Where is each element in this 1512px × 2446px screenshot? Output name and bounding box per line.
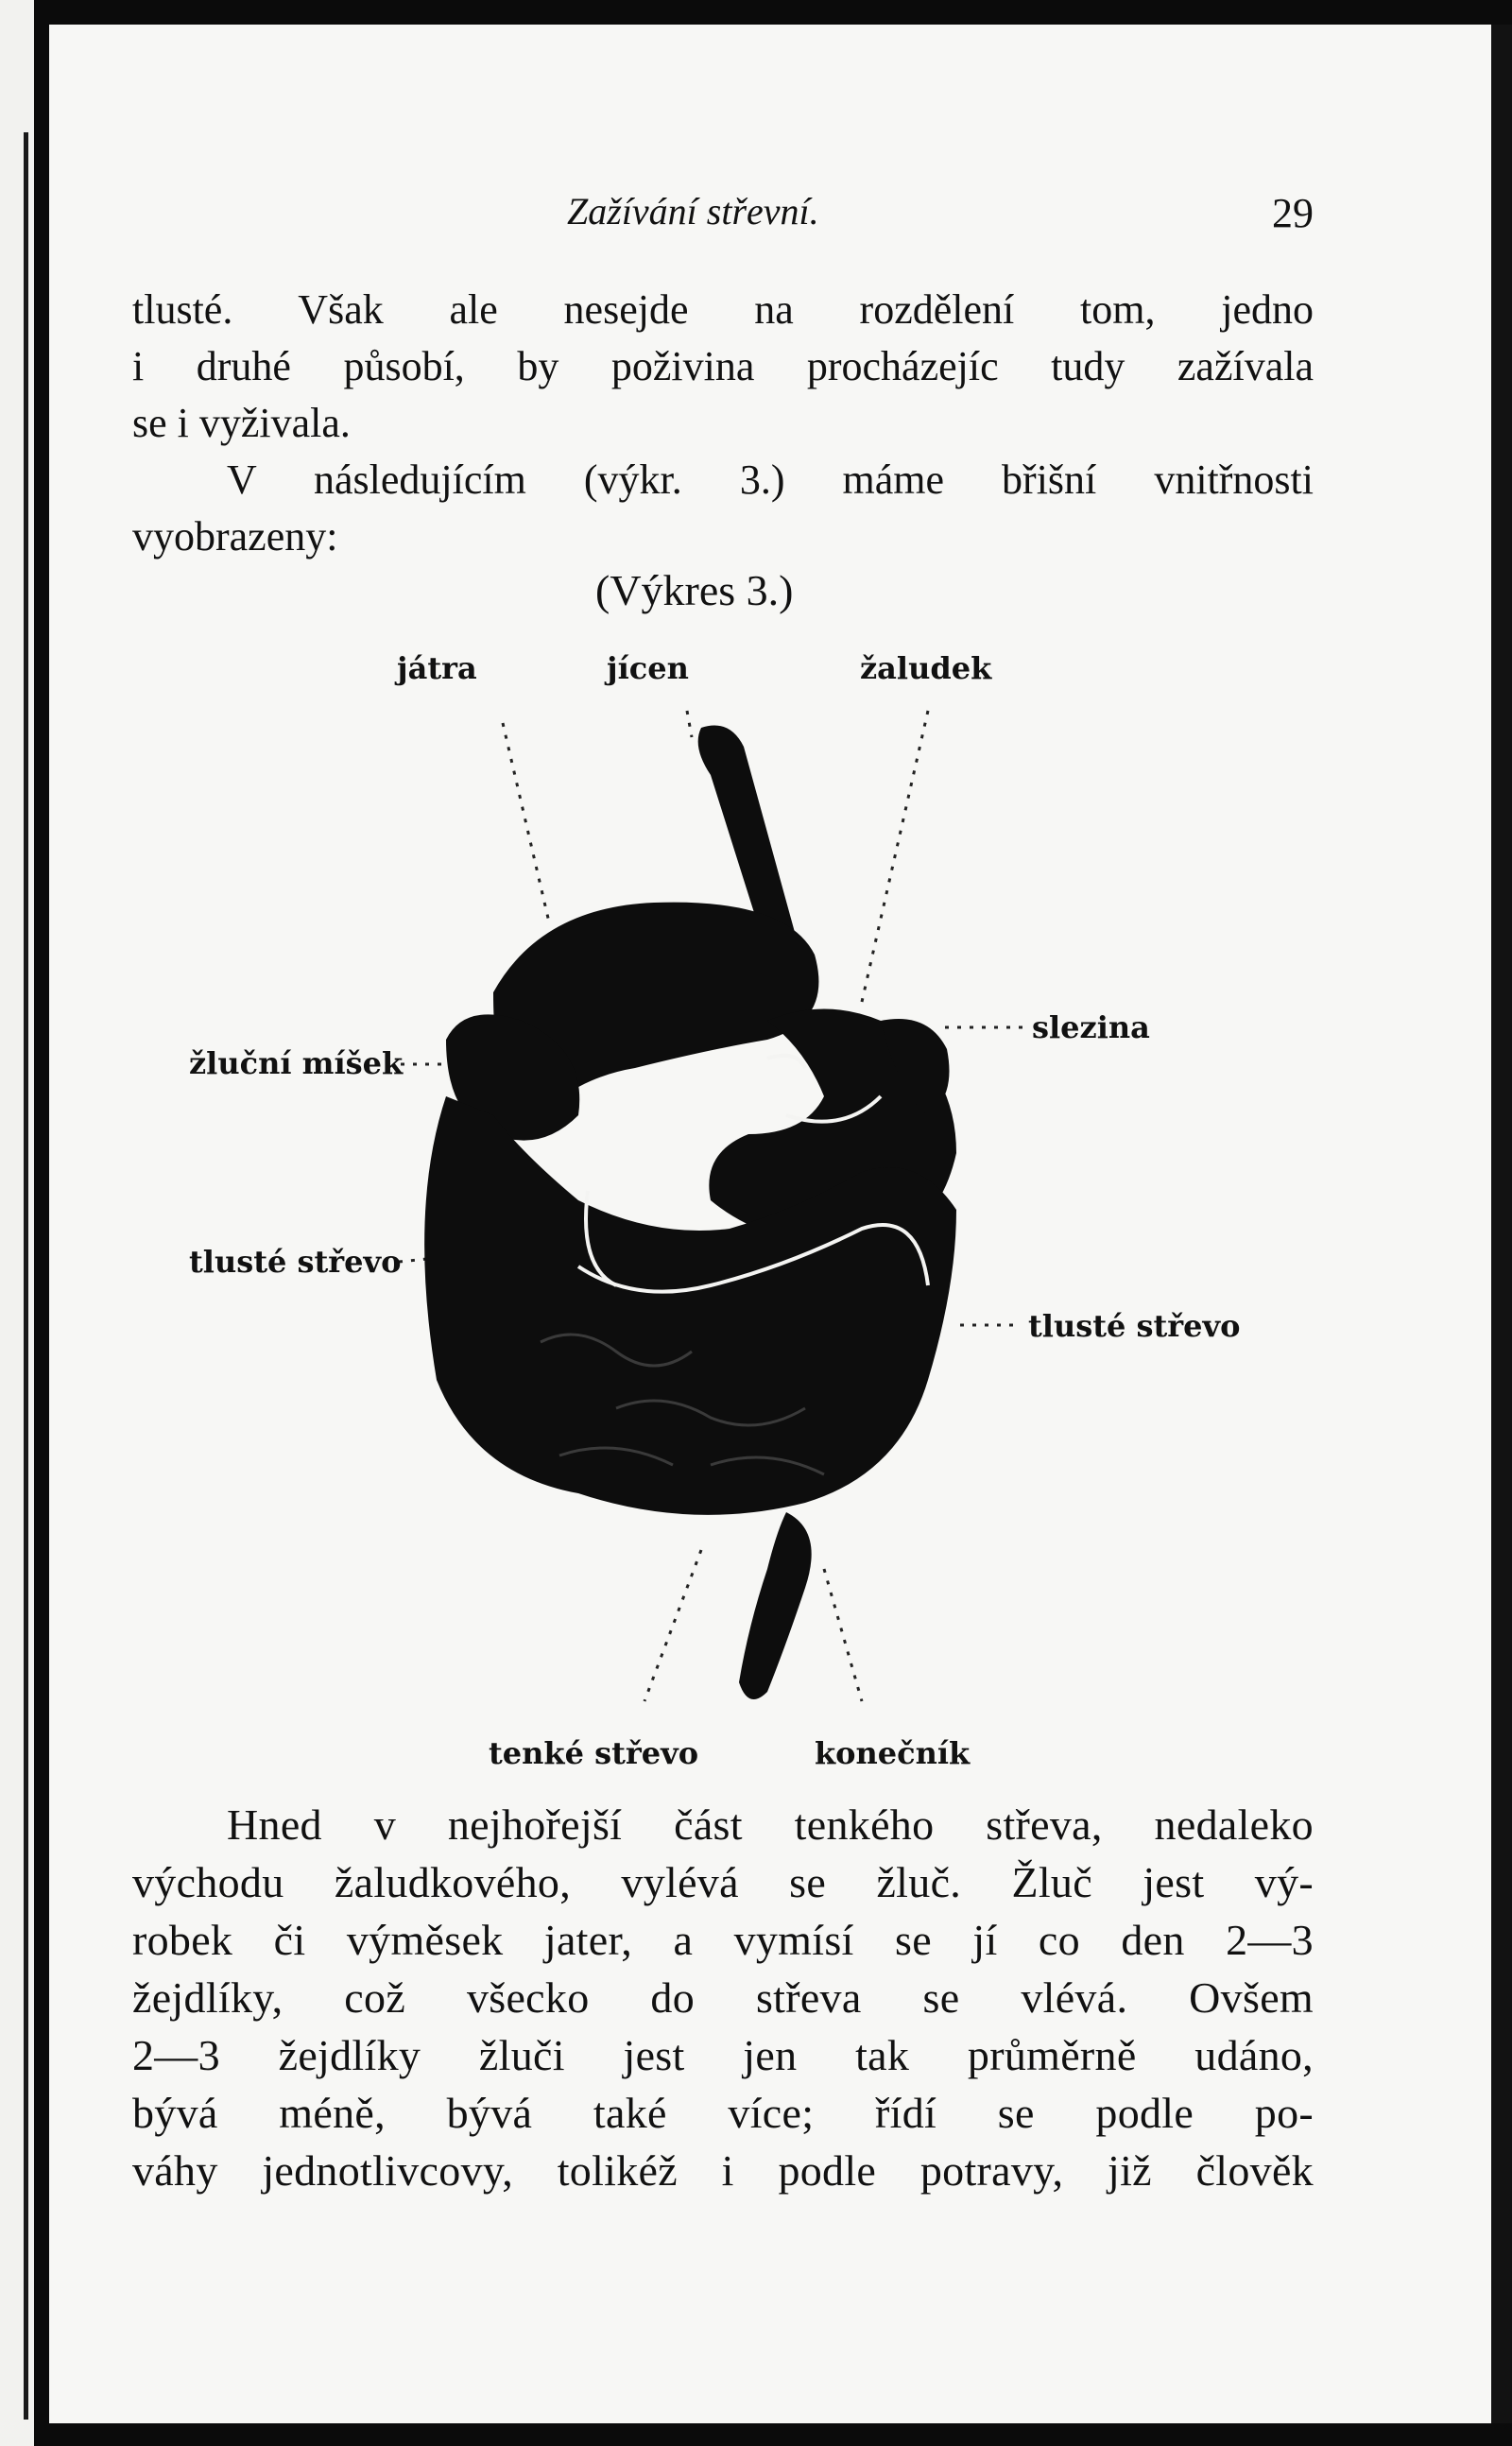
- label-tluste-strevo-left: tlusté střevo: [189, 1244, 402, 1280]
- intro-paragraph: [132, 282, 1314, 565]
- label-konecnik: konečník: [815, 1735, 971, 1771]
- text-line: V následujícím (výkr. 3.) máme břišní vnitřnosti: [227, 456, 1314, 503]
- text-line: robek či výměsek jater, a vymísí se jí co den 2—3: [132, 1916, 1314, 1964]
- leader-konecnik: [824, 1569, 862, 1701]
- duodenum-highlight: [767, 1056, 805, 1068]
- text-line: bývá méně, bývá také více; řídí se podle po-: [132, 2089, 1314, 2137]
- text-line: 2—3 žejdlíky žluči jest jen tak průměrně udáno,: [132, 2031, 1314, 2079]
- text-line: vyobrazeny:: [132, 513, 338, 560]
- body-paragraph: [132, 1796, 1314, 2199]
- label-zaludek: žaludek: [860, 650, 992, 686]
- text-line: váhy jednotlivcovy, tolikéž i podle potravy, již člověk: [132, 2146, 1314, 2195]
- anatomical-figure: [49, 624, 1493, 1786]
- page-number: 29: [1272, 190, 1314, 236]
- text-line: Hned v nejhořejší část tenkého střeva, nedaleko: [227, 1800, 1314, 1849]
- label-zlucni-misek: žluční míšek: [189, 1045, 404, 1081]
- label-slezina: slezina: [1032, 1009, 1150, 1045]
- leader-jatra: [503, 723, 550, 926]
- gutter-rule: [24, 132, 28, 2420]
- abdominal-organs-illustration: [49, 624, 1493, 1786]
- rectum: [739, 1512, 812, 1699]
- label-jicen: jícen: [607, 650, 689, 686]
- running-head: [567, 189, 1323, 246]
- leader-jicen: [687, 711, 692, 737]
- label-jatra: játra: [397, 650, 477, 686]
- text-line: se i vyživala.: [132, 400, 351, 446]
- previous-page-edge: [0, 0, 34, 2446]
- leader-tenke-strevo: [644, 1550, 701, 1701]
- label-tenke-strevo: tenké střevo: [489, 1735, 699, 1771]
- organs: [424, 726, 956, 1700]
- running-title: Zažívání střevní.: [567, 190, 819, 233]
- leader-zaludek: [862, 711, 928, 1002]
- text-line: žejdlíky, což všecko do střeva se vlévá. Ovšem: [132, 1973, 1314, 2022]
- label-tluste-strevo-right: tlusté střevo: [1028, 1308, 1241, 1344]
- page-edge-shadow: [1491, 25, 1512, 2423]
- figure-caption: (Výkres 3.): [595, 566, 794, 614]
- text-line: i druhé působí, by poživina procházejíc tudy zažívala: [132, 343, 1314, 389]
- text-line: tlusté. Však ale nesejde na rozdělení tom, jedno: [132, 286, 1314, 333]
- text-line: východu žaludkového, vylévá se žluč. Žluč jest vý-: [132, 1858, 1314, 1906]
